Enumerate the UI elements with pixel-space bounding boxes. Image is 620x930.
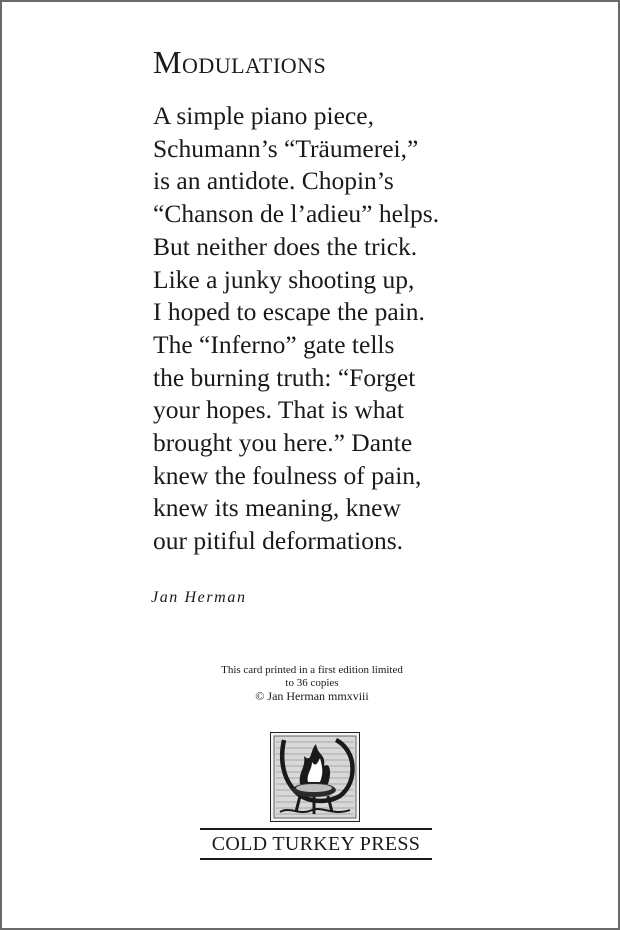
press-imprint: COLD TURKEY PRESS <box>200 828 432 860</box>
poem-line: your hopes. That is what <box>153 395 404 425</box>
poem-line: I hoped to escape the pain. <box>153 297 425 327</box>
poem-line: knew the foulness of pain, <box>153 460 422 490</box>
poem-line: A simple piano piece, <box>153 101 374 130</box>
poem-line: our pitiful deformations. <box>153 526 403 556</box>
poem-line: brought you here.” Dante <box>153 428 413 458</box>
author-signature: Jan Herman <box>151 589 247 606</box>
copyright-notice: © Jan Herman mmxviii <box>255 689 369 703</box>
colophon <box>152 664 472 704</box>
edition-count: to 36 copies <box>285 676 339 689</box>
poem-body <box>153 100 439 558</box>
poem-title: Modulations <box>153 44 327 80</box>
poem-line: is an antidote. Chopin’s <box>153 166 394 196</box>
poem-line: Schumann’s “Träumerei,” <box>153 133 419 163</box>
poem-line: the burning truth: “Forget <box>153 362 416 392</box>
poem-line: “Chanson de l’adieu” helps. <box>153 199 440 229</box>
flaming-bowl-woodcut-icon <box>270 732 360 822</box>
edition-note: This card printed in a first edition limited <box>221 664 403 676</box>
poem-line: The “Inferno” gate tells <box>153 329 395 359</box>
poem-line: Like a junky shooting up, <box>153 264 415 294</box>
poem-line: But neither does the trick. <box>153 231 418 261</box>
poem-line: knew its meaning, knew <box>153 493 401 523</box>
